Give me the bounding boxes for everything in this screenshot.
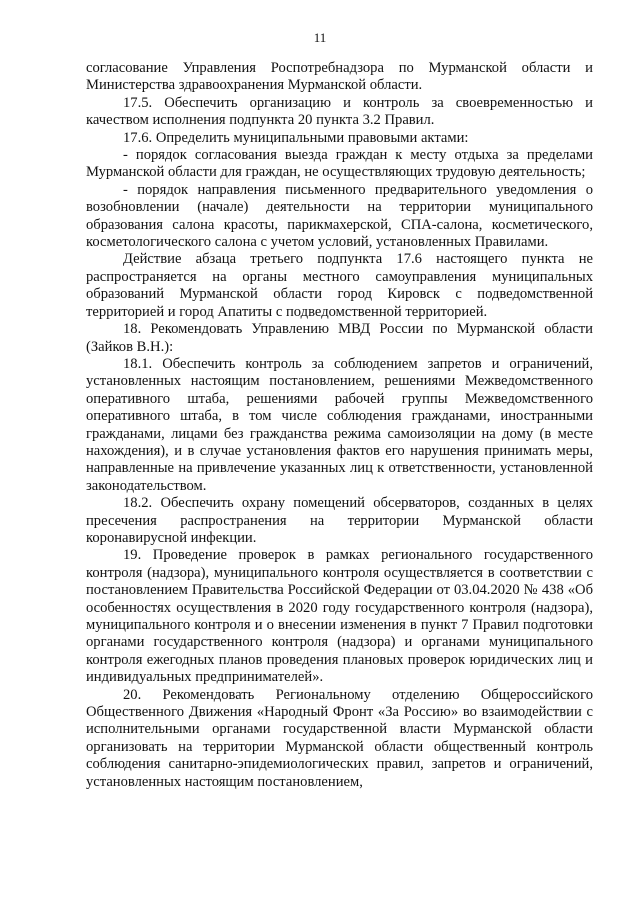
page-number: 11	[313, 30, 327, 45]
paragraph-17-6-item-2: - порядок направления письменного предварительного уведомления о возобновлении (начале) деятельности на территории муниципального образования салона красоты, парикмахерской, СПА-салона, косметического, косметологического салона с учетом условий, установленных Правилами.	[86, 181, 593, 251]
paragraph-18-1: 18.1. Обеспечить контроль за соблюдением запретов и ограничений, установленных настоящим постановлением, решениями Межведомственного оперативного штаба, решениями рабочей группы Межведомственного оперативного штаба, в том числе соблюдения гражданами, иностранными гражданами, лицами без гражданства режима самоизоляции на дому (в месте нахождения), и в случае установления фактов его нарушения принимать меры, направленные на привлечение указанных лиц к ответственности, установленной законодательством.	[86, 355, 593, 494]
document-body	[86, 60, 593, 791]
paragraph-19: 19. Проведение проверок в рамках регионального государственного контроля (надзора), муниципального контроля осуществляется в соответствии с постановлением Правительства Российской Федерации от 03.04.2020 № 438 «Об особенностях осуществления в 2020 году государственного контроля (надзора), муниципального контроля и о внесении изменения в пункт 7 Правил подготовки органами государственного контроля (надзора) и органами муниципального контроля ежегодных планов проведения плановых проверок юридических лиц и индивидуальных предпринимателей».	[86, 547, 593, 686]
paragraph-18-2: 18.2. Обеспечить охрану помещений обсерваторов, созданных в целях пресечения распространения на территории Мурманской области коронавирусной инфекции.	[86, 495, 593, 546]
paragraph-continuation: согласование Управления Роспотребнадзора по Мурманской области и Министерства здравоохранения Мурманской области.	[86, 60, 593, 94]
paragraph-17-5: 17.5. Обеспечить организацию и контроль за своевременностью и качеством исполнения подпункта 20 пункта 3.2 Правил.	[86, 94, 593, 129]
paragraph-17-6: 17.6. Определить муниципальными правовыми актами:	[123, 129, 469, 146]
paragraph-17-6-exception: Действие абзаца третьего подпункта 17.6 настоящего пункта не распространяется на органы местного самоуправления муниципальных образований Мурманской области город Кировск с подведомственной территорией и город Апатиты с подведомственной территорией.	[86, 251, 593, 320]
paragraph-18: 18. Рекомендовать Управлению МВД России по Мурманской области (Зайков В.Н.):	[86, 321, 593, 355]
paragraph-20: 20. Рекомендовать Региональному отделению Общероссийского Общественного Движения «Народный Фронт «За Россию» во взаимодействии с исполнительными органами государственной власти Мурманской области организовать на территории Мурманской области общественный контроль соблюдения санитарно-эпидемиологических правил, запретов и ограничений, установленных настоящим постановлением,	[86, 686, 593, 790]
paragraph-17-6-item-1: - порядок согласования выезда граждан к месту отдыха за пределами Мурманской области для граждан, не осуществляющих трудовую деятельность;	[86, 147, 593, 181]
